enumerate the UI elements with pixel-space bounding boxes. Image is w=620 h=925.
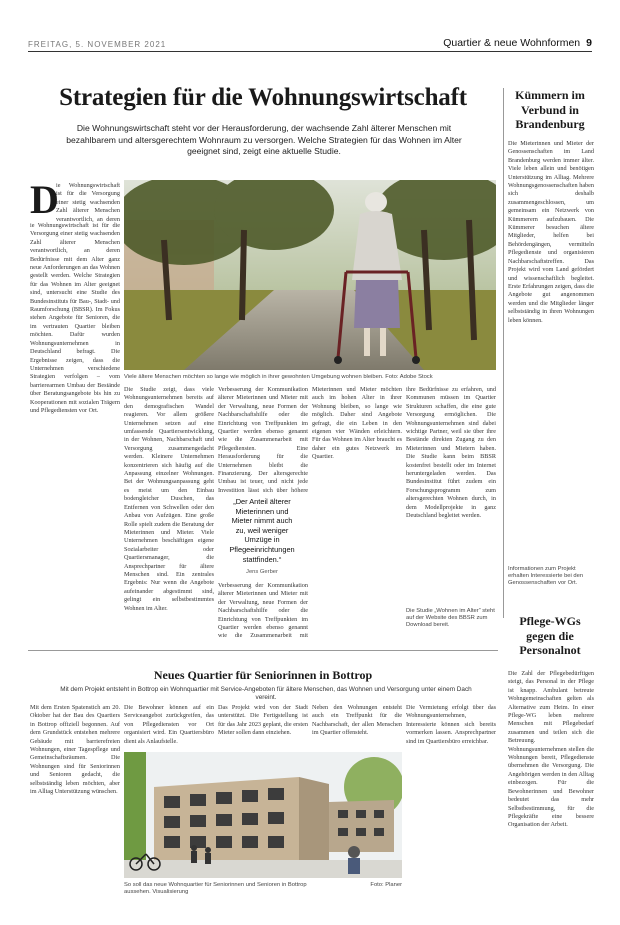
page-header (28, 34, 592, 52)
column-3-continued: Verbesserung der Kommunikation älterer Mieterinnen und Mieter mit der Verwaltung, neue Formen der Nachbarschaftshilfe oder die Einrichtung von Treffpunkten im Quartier werden ebenso genannt wie die Zusammenarbeit mit (218, 582, 308, 640)
residential-building-render (124, 752, 402, 878)
article-title: Strategien für die Wohnungswirtschaft (59, 84, 467, 111)
column-1: ie Wohnungswirtschaft ist für die Versorgung einer stetig wachsenden Zahl älterer Menschen verantwortlich, an deren Bedürfnisse mit dem Alter ganz neue Anforderungen an das Wohnen gestellt werden. Welche Strategien für das Wohnen im Alter geeignet sind, untersucht eine Studie des Bundesinstituts für Bau-, Stadt- und Raumforschung (BBSR). Im Fokus stehen Angebote für Senioren, die im vertrauten Quartier bleiben möchten. Dafür wurden Wohnungsunternehmen in Deutschland befragt. Die Ergebnisse zeigen, dass die Unternehmen verschiedene Strategien verfolgen – vom barrierearmen Umbau der Bestände über Beratungsangebote bis hin zu Kooperationen mit sozialen Trägern und Pflegediensten vor Ort. (30, 222, 120, 414)
render-caption: So soll das neue Wohnquartier für Seniorinnen und Senioren in Bottrop aussehen. Visualisierung (124, 882, 307, 895)
section-name: Quartier & neue Wohnformen (443, 37, 581, 49)
column-2: Die Studie zeigt, dass viele Wohnungsunternehmen bereits auf den demografischen Wandel reagieren. Vor allem größere Unternehmen setzen auf eine umfassende Quartiersentwicklung, in der Wohnen, Nachbarschaft und Versorgung zusammengedacht werden. Kleinere Unternehmen konzentrieren sich häufig auf die Anpassung einzelner Wohnungen. Bei der Wohnungsanpassung geht es meist um den Einbau bodengleicher Duschen, das Entfernen von Schwellen oder den Anbau von Aufzügen. Eine große Rolle spielt zudem die Beratung der Mieterinnen und Mieter. Viele Unternehmen beschäftigen eigene Sozialarbeiter oder Quartiersmanager, die Ansprechpartner für ältere Menschen sind. Ein zentrales Ergebnis: Nur wenn die Angebote aufeinander abgestimmt sind, gelingt ein selbstbestimmtes Wohnen im Alter. (124, 386, 214, 612)
article-photo (124, 180, 496, 370)
building-rendering (124, 752, 402, 878)
column-3: Verbesserung der Kommunikation älterer Mieterinnen und Mieter mit der Verwaltung, neue Formen der Nachbarschaftshilfe oder die Einrichtung von Treffpunkten im Quartier werden ebenso genannt wie die Zusammenarbeit mit Pflegediensten. Eine Herausforderung für die Unternehmen bleibt die Finanzierung. Der altersgerechte Umbau ist teuer, und nicht jede Investition lässt sich über höhere (218, 386, 308, 494)
bottom-column-2: Die Bewohner können auf ein Serviceangebot zurückgreifen, das von Pflegediensten vor Ort organisiert wird. Ein Quartiersbüro dient als Anlaufstelle. (124, 704, 214, 745)
column-5: ihre Bedürfnisse zu erfahren, und Kommunen müssen im Quartier Strukturen schaffen, die eine gute Versorgung ermöglichen. Die Wohnungsunternehmen sind dabei wichtige Partner, weil sie über ihre Bestände direkten Zugang zu den Mieterinnen und Mietern haben. Die Studie kann beim BBSR kostenfrei bestellt oder im Internet heruntergeladen werden. Das Bundesinstitut führt zudem ein Forschungsprogramm zum altersgerechten Wohnen durch, in dem Modellprojekte in ganz Deutschland begleitet werden. (406, 386, 496, 520)
bottom-article-subtitle: Mit dem Projekt entsteht in Bottrop ein Wohnquartier mit Service-Angeboten für ältere Menschen, das Wohnen und Versorgung unter einem Dach vereint. (60, 686, 472, 701)
sidebar-body: Die Mieterinnen und Mieter der Genossenschaften im Land Brandenburg werden immer älter. Viele leben allein und benötigen Unterstützung im Alltag. Mehrere Wohnungsgenossenschaften haben sich deshalb zusammengeschlossen, um gemeinsam ein Netzwerk von Kümmerern aufzubauen. Die Kümmerer besuchen ältere Mitglieder, helfen bei Behördengängen, vermitteln Pflegedienste und organisieren Nachbarschaftstreffen. Das Projekt wird vom Land gefördert und wissenschaftlich begleitet. Erste Erfahrungen zeigen, dass die Angebote gut angenommen werden und die Mitglieder länger selbstständig in ihren Wohnungen leben können. (508, 140, 594, 324)
pull-quote (228, 497, 296, 578)
sidebar-title: Kümmern im Verbund in Brandenburg (515, 88, 585, 131)
drop-cap: D (30, 177, 59, 222)
bottom-column-3: Das Projekt wird von der Stadt unterstützt. Die Fertigstellung ist für das Jahr 2023 geplant, die ersten Mieter sollen dann einziehen. (218, 704, 308, 737)
sidebar-divider (503, 88, 504, 618)
section-header (443, 37, 592, 49)
column-4: Mieterinnen und Mieter möchten auch im hohen Alter in ihrer Wohnung bleiben, so lange wie möglich. Daher sind Angebote gefragt, die ein Leben in den eigenen vier Wänden erleichtern. Für das Wohnen im Alter braucht es daher ein gutes Netzwerk im Quartier. (312, 386, 402, 461)
page-number: 9 (586, 37, 592, 49)
bottom-column-5: Die Vermietung erfolgt über das Wohnungsunternehmen, Interessierte können sich bereits vormerken lassen. Ansprechpartner sind im Quartiersbüro erreichbar. (406, 704, 496, 745)
sidebar-note: Informationen zum Projekt erhalten Interessierte bei den Genossenschaften vor Ort. (508, 566, 584, 586)
pull-quote-author: Jens Gerber (246, 569, 278, 576)
bottom-column-4: Neben den Wohnungen entsteht auch ein Treffpunkt für die Nachbarschaft, der allen Menschen im Quartier offensteht. (312, 704, 402, 737)
senior-with-walker-photo (124, 180, 496, 370)
pull-quote-text: „Der Anteil älterer Mieterinnen und Mieter nimmt auch zu, weil weniger Umzüge in Pflegeeinrichtungen stattfinden.“ (229, 497, 295, 564)
render-credit: Foto: Planer (370, 882, 402, 888)
article-footer-note: Die Studie „Wohnen im Alter“ steht auf der Website des BBSR zum Download bereit. (406, 608, 495, 628)
section-divider (28, 650, 498, 651)
photo-caption: Viele ältere Menschen möchten so lange wie möglich in ihrer gewohnten Umgebung wohnen bleiben. Foto: Adobe Stock (124, 374, 433, 380)
sidebar-title-2: Pflege-WGs gegen die Personalnot (519, 614, 581, 657)
column-1-intro: ie Wohnungswirtschaft ist für die Versorgung einer stetig wachsenden Zahl älterer Menschen verantwortlich, an deren (56, 182, 120, 222)
bottom-article-title: Neues Quartier für Seniorinnen in Bottrop (153, 668, 373, 682)
sidebar-body-2: Die Zahl der Pflegebedürftigen steigt, das Personal in der Pflege ist knapp. Ambulant betreute Wohngemeinschaften gelten als Alternative zum Heim. In einer Pflege-WG leben mehrere Menschen mit Pflegebedarf zusammen und teilen sich die Betreuung. Wohnungsunternehmen stellen die Wohnungen bereit, Pflegedienste übernehmen die Versorgung. Die Angehörigen werden in den Alltag einbezogen. Für die Bewohnerinnen und Bewohner bedeutet das mehr Selbstbestimmung, für die Pflegekräfte eine bessere Organisation der Arbeit. (508, 670, 594, 829)
article-deck: Die Wohnungswirtschaft steht vor der Herausforderung, der wachsende Zahl älterer Menschen mit bezahlbarem und altersgerechtem Wohnraum zu versorgen. Welche Strategien für das Wohnen im Alter geeignet sind, zeigt eine aktuelle Studie. (66, 123, 462, 156)
bottom-column-1: Mit dem Ersten Spatenstich am 20. Oktober hat der Bau des Quartiers in Bottrop offiziell begonnen. Auf dem Grundstück entstehen mehrere Gebäude mit barrierefreien Wohnungen, einer Tagespflege und Gemeinschaftsräumen. Die Wohnungen sind für Seniorinnen und Senioren gedacht, die selbstständig leben möchten, aber im Alltag Unterstützung wünschen. (30, 704, 120, 796)
issue-date: FREITAG, 5. NOVEMBER 2021 (28, 40, 167, 49)
